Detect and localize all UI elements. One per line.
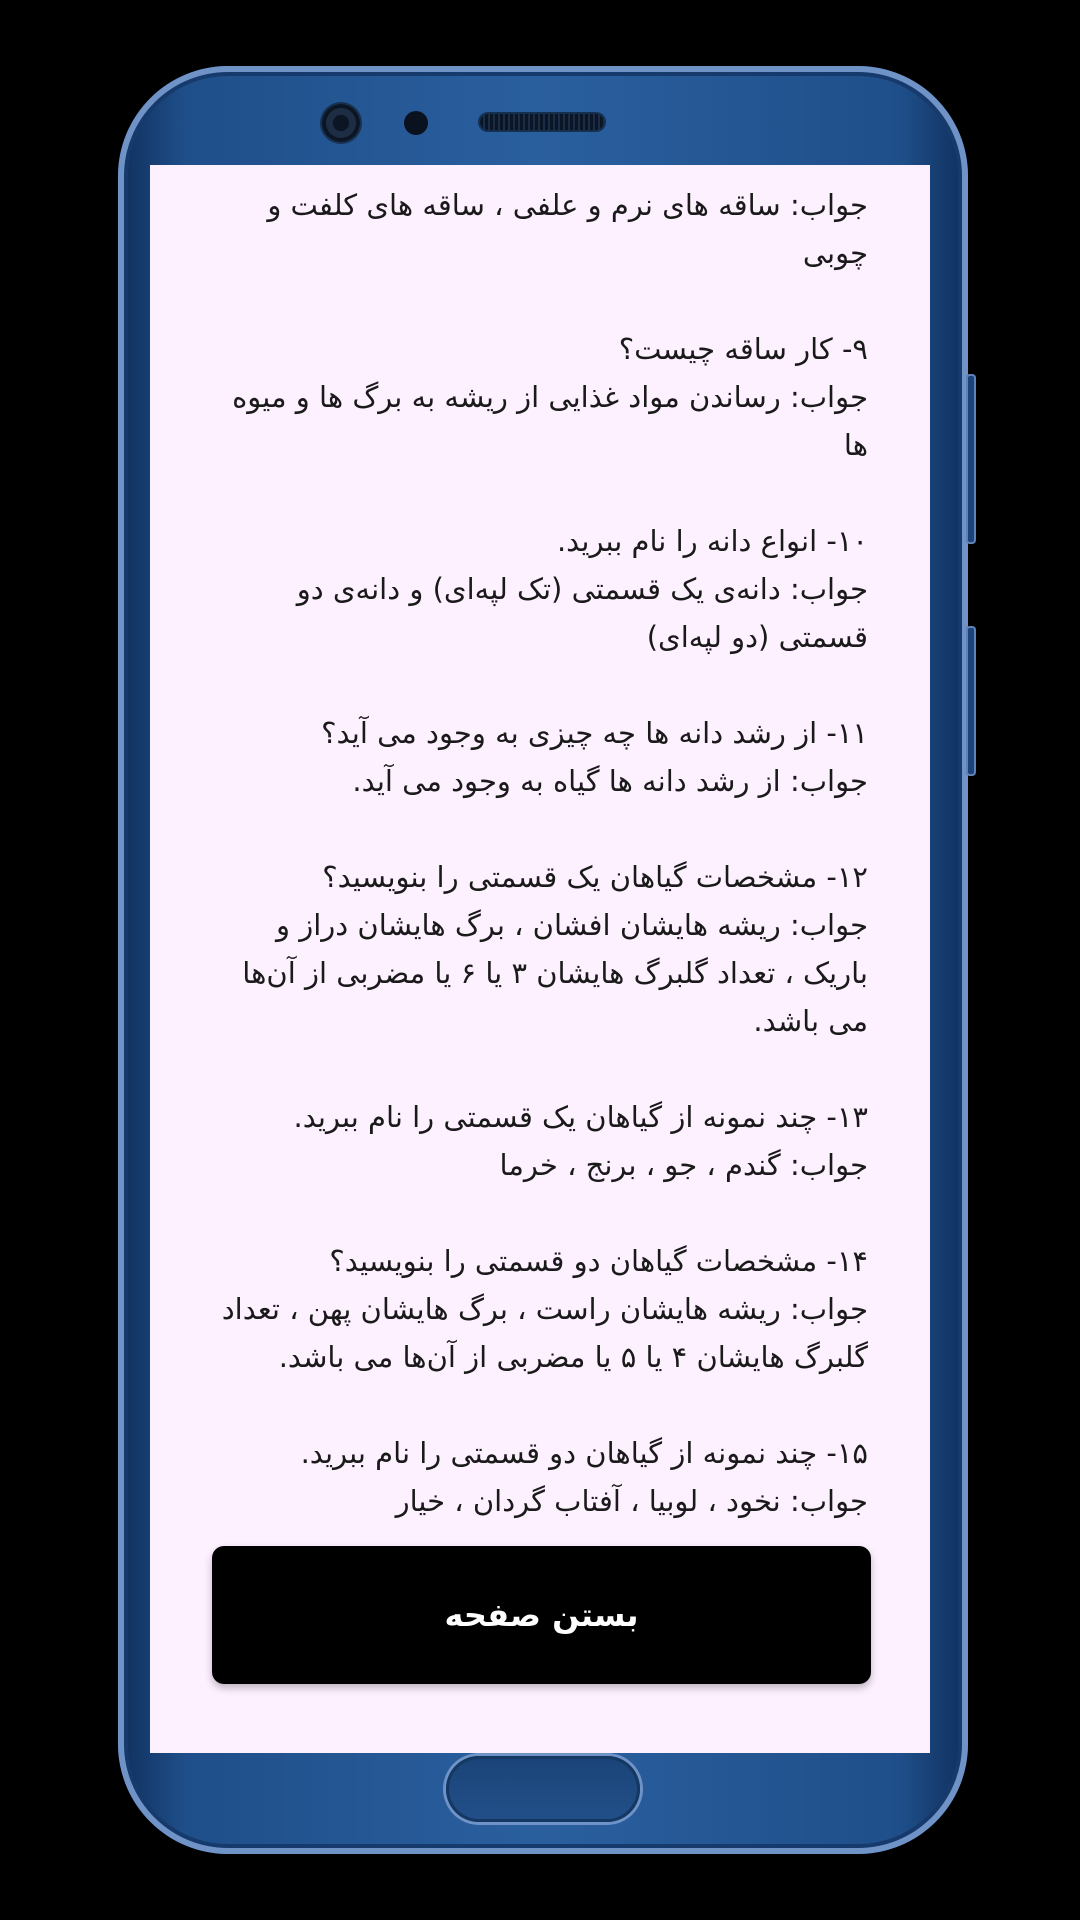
qa-item [205,1093,868,1189]
answer-text: جواب: دانه‌ی یک قسمتی (تک لپه‌ای) و دانه‌ی دو قسمتی (دو لپه‌ای) [296,572,868,654]
qa-item [205,181,868,277]
volume-button [966,626,976,776]
home-button [446,1756,640,1822]
answer-text: جواب: گندم ، جو ، برنج ، خرما [499,1148,868,1182]
qa-content[interactable] [205,181,868,1573]
question-text: ۱۲- مشخصات گیاهان یک قسمتی را بنویسید؟ [322,860,868,894]
front-camera-icon [322,104,360,142]
answer-text: جواب: نخود ، لوبیا ، آفتاب گردان ، خیار [395,1484,868,1518]
question-text: ۱۰- انواع دانه را نام ببرید. [556,524,868,558]
answer-text: جواب: از رشد دانه ها گیاه به وجود می آید. [352,764,868,798]
app-screen [150,165,930,1753]
question-text: ۱۴- مشخصات گیاهان دو قسمتی را بنویسید؟ [329,1244,868,1278]
question-text: ۱۱- از رشد دانه ها چه چیزی به وجود می آید؟ [321,716,868,750]
question-text: ۹- کار ساقه چیست؟ [618,332,868,366]
proximity-sensor-icon [404,111,428,135]
earpiece-speaker-icon [480,114,604,130]
answer-text: جواب: ریشه هایشان راست ، برگ هایشان پهن ، تعداد گلبرگ هایشان ۴ یا ۵ یا مضربی از آن‌ها می باشد. [221,1292,868,1374]
qa-item [205,709,868,805]
qa-item [205,325,868,469]
answer-text: جواب: رساندن مواد غذایی از ریشه به برگ ها و میوه ها [232,380,868,462]
qa-item [205,517,868,661]
power-button [966,374,976,544]
close-page-button[interactable]: بستن صفحه [212,1546,871,1684]
qa-item [205,1429,868,1525]
qa-item [205,853,868,1045]
qa-item [205,1237,868,1381]
question-text: ۱۵- چند نمونه از گیاهان دو قسمتی را نام ببرید. [300,1436,868,1470]
question-text: ۱۳- چند نمونه از گیاهان یک قسمتی را نام ببرید. [293,1100,868,1134]
answer-text: جواب: ساقه های نرم و علفی ، ساقه های کلفت و چوبی [267,188,868,270]
answer-text: جواب: ریشه هایشان افشان ، برگ هایشان دراز و باریک ، تعداد گلبرگ هایشان ۳ یا ۶ یا مضربی از آن‌ها می باشد. [242,908,868,1038]
